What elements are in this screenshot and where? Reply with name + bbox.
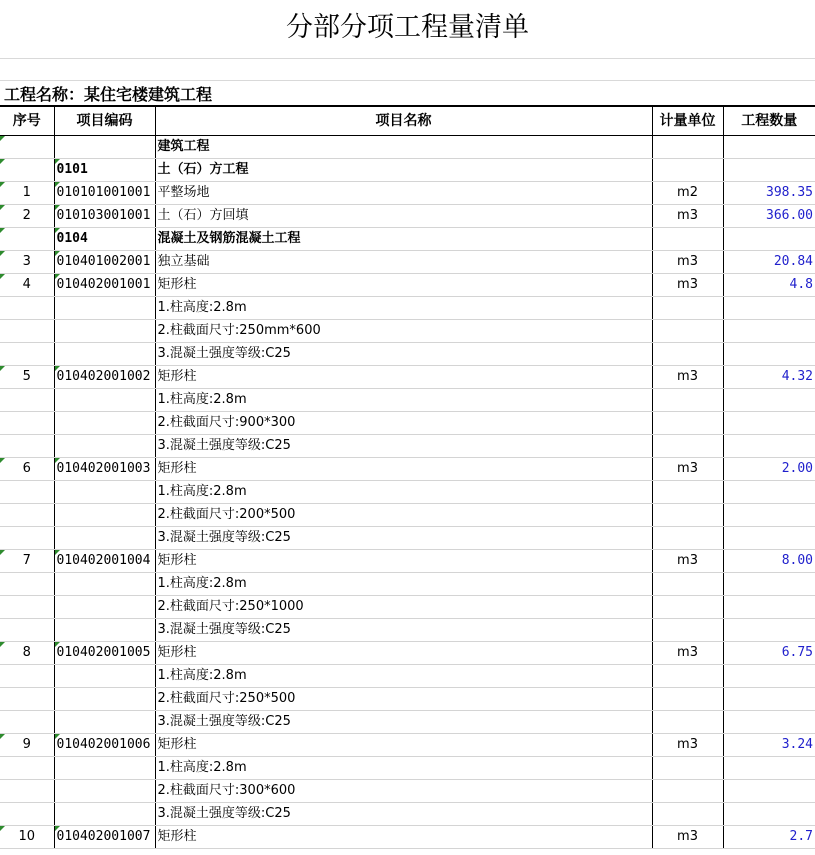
row-name-cell[interactable]: 2.柱截面尺寸:300*600 <box>155 780 652 803</box>
row-seq-cell[interactable] <box>0 780 54 803</box>
row-unit-cell[interactable] <box>652 412 723 435</box>
row-qty-cell[interactable]: 3.24 <box>723 734 815 757</box>
row-unit-cell[interactable] <box>652 573 723 596</box>
row-unit-cell[interactable] <box>652 504 723 527</box>
row-unit-cell[interactable]: m2 <box>652 182 723 205</box>
row-code-cell[interactable] <box>54 596 155 619</box>
row-unit-cell[interactable] <box>652 780 723 803</box>
row-name-cell[interactable]: 2.柱截面尺寸:250*500 <box>155 688 652 711</box>
table-row <box>0 366 815 389</box>
project-name: 工程名称：某住宅楼建筑工程 <box>4 85 213 104</box>
row-qty-cell[interactable]: 8.00 <box>723 550 815 573</box>
row-seq-cell[interactable] <box>0 757 54 780</box>
row-name-cell[interactable]: 1.柱高度:2.8m <box>155 757 652 780</box>
row-code-cell[interactable]: 010101001001 <box>54 182 155 205</box>
row-unit-cell[interactable] <box>652 297 723 320</box>
row-unit-cell[interactable] <box>652 481 723 504</box>
row-name-cell[interactable]: 3.混凝土强度等级:C25 <box>155 803 652 826</box>
row-qty-cell[interactable]: 6.75 <box>723 642 815 665</box>
row-unit-cell[interactable]: m3 <box>652 826 723 849</box>
row-unit-cell[interactable]: m3 <box>652 251 723 274</box>
row-name-cell[interactable]: 3.混凝土强度等级:C25 <box>155 619 652 642</box>
row-seq-cell[interactable]: 10 <box>0 826 54 849</box>
row-code-cell[interactable] <box>54 573 155 596</box>
row-seq-cell[interactable] <box>0 481 54 504</box>
row-name-cell[interactable]: 建筑工程 <box>155 136 652 159</box>
header-unit[interactable]: 计量单位 <box>652 106 723 136</box>
row-name-cell[interactable]: 土（石）方回填 <box>155 205 652 228</box>
row-code-cell[interactable] <box>54 343 155 366</box>
description-row <box>0 780 815 803</box>
row-qty-cell[interactable]: 366.00 <box>723 205 815 228</box>
row-seq-cell[interactable]: 8 <box>0 642 54 665</box>
row-seq-cell[interactable] <box>0 136 54 159</box>
row-seq-cell[interactable] <box>0 297 54 320</box>
row-seq-cell[interactable] <box>0 320 54 343</box>
row-code-cell[interactable] <box>54 527 155 550</box>
description-row <box>0 757 815 780</box>
row-name-cell[interactable]: 平整场地 <box>155 182 652 205</box>
row-seq-cell[interactable]: 6 <box>0 458 54 481</box>
description-row <box>0 389 815 412</box>
section-row <box>0 228 815 251</box>
row-code-cell[interactable] <box>54 136 155 159</box>
row-qty-cell[interactable]: 4.32 <box>723 366 815 389</box>
row-seq-cell[interactable]: 3 <box>0 251 54 274</box>
row-name-cell[interactable]: 混凝土及钢筋混凝土工程 <box>155 228 652 251</box>
row-name-cell[interactable]: 1.柱高度:2.8m <box>155 389 652 412</box>
row-qty-cell[interactable] <box>723 389 815 412</box>
row-qty-cell[interactable] <box>723 803 815 826</box>
description-row <box>0 688 815 711</box>
row-code-cell[interactable]: 010402001004 <box>54 550 155 573</box>
row-seq-cell[interactable] <box>0 228 54 251</box>
description-row <box>0 665 815 688</box>
row-qty-cell[interactable] <box>723 435 815 458</box>
row-unit-cell[interactable] <box>652 803 723 826</box>
row-code-cell[interactable]: 010401002001 <box>54 251 155 274</box>
row-unit-cell[interactable] <box>652 688 723 711</box>
description-row <box>0 619 815 642</box>
row-code-cell[interactable] <box>54 481 155 504</box>
row-name-cell[interactable]: 矩形柱 <box>155 734 652 757</box>
bill-of-quantities-table <box>0 105 815 849</box>
row-seq-cell[interactable] <box>0 504 54 527</box>
row-qty-cell[interactable] <box>723 711 815 734</box>
row-name-cell[interactable]: 3.混凝土强度等级:C25 <box>155 343 652 366</box>
row-unit-cell[interactable]: m3 <box>652 458 723 481</box>
row-seq-cell[interactable] <box>0 389 54 412</box>
row-seq-cell[interactable]: 9 <box>0 734 54 757</box>
row-code-cell[interactable]: 0101 <box>54 159 155 182</box>
row-seq-cell[interactable]: 5 <box>0 366 54 389</box>
row-unit-cell[interactable] <box>652 435 723 458</box>
row-code-cell[interactable] <box>54 757 155 780</box>
row-unit-cell[interactable] <box>652 596 723 619</box>
row-qty-cell[interactable]: 4.8 <box>723 274 815 297</box>
row-code-cell[interactable] <box>54 297 155 320</box>
row-seq-cell[interactable] <box>0 665 54 688</box>
row-seq-cell[interactable]: 2 <box>0 205 54 228</box>
row-unit-cell[interactable] <box>652 389 723 412</box>
row-qty-cell[interactable] <box>723 596 815 619</box>
row-code-cell[interactable]: 010402001001 <box>54 274 155 297</box>
row-seq-cell[interactable] <box>0 619 54 642</box>
table-row <box>0 274 815 297</box>
row-name-cell[interactable]: 矩形柱 <box>155 550 652 573</box>
row-name-cell[interactable]: 3.混凝土强度等级:C25 <box>155 527 652 550</box>
table-row <box>0 550 815 573</box>
row-qty-cell[interactable] <box>723 343 815 366</box>
row-name-cell[interactable]: 矩形柱 <box>155 826 652 849</box>
row-qty-cell[interactable] <box>723 527 815 550</box>
row-name-cell[interactable]: 土（石）方工程 <box>155 159 652 182</box>
row-unit-cell[interactable]: m3 <box>652 274 723 297</box>
row-code-cell[interactable] <box>54 320 155 343</box>
row-unit-cell[interactable]: m3 <box>652 734 723 757</box>
row-code-cell[interactable] <box>54 412 155 435</box>
row-unit-cell[interactable]: m3 <box>652 366 723 389</box>
row-qty-cell[interactable] <box>723 780 815 803</box>
row-code-cell[interactable]: 010103001001 <box>54 205 155 228</box>
row-name-cell[interactable]: 2.柱截面尺寸:250*1000 <box>155 596 652 619</box>
row-qty-cell[interactable] <box>723 481 815 504</box>
table-row <box>0 458 815 481</box>
header-code[interactable]: 项目编码 <box>54 106 155 136</box>
row-name-cell[interactable]: 3.混凝土强度等级:C25 <box>155 711 652 734</box>
header-row <box>0 106 815 136</box>
row-qty-cell[interactable] <box>723 688 815 711</box>
row-name-cell[interactable]: 矩形柱 <box>155 274 652 297</box>
row-code-cell[interactable] <box>54 688 155 711</box>
row-name-cell[interactable]: 矩形柱 <box>155 366 652 389</box>
sheet-title: 分部分项工程量清单 <box>286 12 529 43</box>
row-unit-cell[interactable] <box>652 343 723 366</box>
row-qty-cell[interactable]: 2.7 <box>723 826 815 849</box>
row-code-cell[interactable] <box>54 619 155 642</box>
row-seq-cell[interactable] <box>0 803 54 826</box>
row-unit-cell[interactable] <box>652 228 723 251</box>
row-code-cell[interactable] <box>54 711 155 734</box>
row-unit-cell[interactable] <box>652 527 723 550</box>
grid-line <box>0 58 815 59</box>
description-row <box>0 573 815 596</box>
table-row <box>0 251 815 274</box>
table-row <box>0 734 815 757</box>
row-qty-cell[interactable] <box>723 136 815 159</box>
row-name-cell[interactable]: 独立基础 <box>155 251 652 274</box>
row-seq-cell[interactable] <box>0 412 54 435</box>
row-code-cell[interactable]: 010402001006 <box>54 734 155 757</box>
description-row <box>0 481 815 504</box>
row-code-cell[interactable]: 010402001007 <box>54 826 155 849</box>
row-seq-cell[interactable]: 1 <box>0 182 54 205</box>
row-code-cell[interactable]: 010402001002 <box>54 366 155 389</box>
row-code-cell[interactable] <box>54 803 155 826</box>
row-qty-cell[interactable]: 398.35 <box>723 182 815 205</box>
section-row <box>0 136 815 159</box>
description-row <box>0 297 815 320</box>
row-name-cell[interactable]: 1.柱高度:2.8m <box>155 573 652 596</box>
row-unit-cell[interactable] <box>652 757 723 780</box>
row-qty-cell[interactable] <box>723 504 815 527</box>
row-seq-cell[interactable] <box>0 435 54 458</box>
row-code-cell[interactable]: 010402001003 <box>54 458 155 481</box>
row-name-cell[interactable]: 1.柱高度:2.8m <box>155 297 652 320</box>
row-name-cell[interactable]: 1.柱高度:2.8m <box>155 481 652 504</box>
row-unit-cell[interactable]: m3 <box>652 550 723 573</box>
description-row <box>0 527 815 550</box>
row-name-cell[interactable]: 2.柱截面尺寸:900*300 <box>155 412 652 435</box>
row-seq-cell[interactable] <box>0 596 54 619</box>
section-row <box>0 159 815 182</box>
row-code-cell[interactable] <box>54 389 155 412</box>
row-code-cell[interactable] <box>54 504 155 527</box>
header-seq[interactable]: 序号 <box>0 106 54 136</box>
row-unit-cell[interactable] <box>652 320 723 343</box>
description-row <box>0 596 815 619</box>
description-row <box>0 504 815 527</box>
row-seq-cell[interactable]: 7 <box>0 550 54 573</box>
row-seq-cell[interactable] <box>0 688 54 711</box>
row-seq-cell[interactable] <box>0 343 54 366</box>
row-unit-cell[interactable]: m3 <box>652 642 723 665</box>
description-row <box>0 435 815 458</box>
row-qty-cell[interactable] <box>723 665 815 688</box>
row-seq-cell[interactable] <box>0 527 54 550</box>
row-qty-cell[interactable] <box>723 320 815 343</box>
grid-line <box>0 80 815 81</box>
row-unit-cell[interactable] <box>652 159 723 182</box>
row-unit-cell[interactable] <box>652 665 723 688</box>
row-seq-cell[interactable] <box>0 159 54 182</box>
description-row <box>0 343 815 366</box>
row-code-cell[interactable] <box>54 435 155 458</box>
row-code-cell[interactable]: 0104 <box>54 228 155 251</box>
row-seq-cell[interactable] <box>0 573 54 596</box>
row-code-cell[interactable] <box>54 780 155 803</box>
row-seq-cell[interactable]: 4 <box>0 274 54 297</box>
row-name-cell[interactable]: 2.柱截面尺寸:250mm*600 <box>155 320 652 343</box>
row-code-cell[interactable] <box>54 665 155 688</box>
row-name-cell[interactable]: 矩形柱 <box>155 458 652 481</box>
row-name-cell[interactable]: 1.柱高度:2.8m <box>155 665 652 688</box>
row-code-cell[interactable]: 010402001005 <box>54 642 155 665</box>
table-row <box>0 182 815 205</box>
description-row <box>0 320 815 343</box>
row-unit-cell[interactable]: m3 <box>652 205 723 228</box>
row-qty-cell[interactable] <box>723 619 815 642</box>
row-qty-cell[interactable] <box>723 228 815 251</box>
table-row <box>0 642 815 665</box>
row-qty-cell[interactable]: 20.84 <box>723 251 815 274</box>
row-unit-cell[interactable] <box>652 711 723 734</box>
row-qty-cell[interactable]: 2.00 <box>723 458 815 481</box>
row-name-cell[interactable]: 矩形柱 <box>155 642 652 665</box>
header-name[interactable]: 项目名称 <box>155 106 652 136</box>
row-unit-cell[interactable] <box>652 619 723 642</box>
description-row <box>0 412 815 435</box>
header-qty[interactable]: 工程数量 <box>723 106 815 136</box>
description-row <box>0 803 815 826</box>
row-qty-cell[interactable] <box>723 412 815 435</box>
table-row <box>0 826 815 849</box>
row-qty-cell[interactable] <box>723 757 815 780</box>
row-seq-cell[interactable] <box>0 711 54 734</box>
row-qty-cell[interactable] <box>723 573 815 596</box>
row-name-cell[interactable]: 3.混凝土强度等级:C25 <box>155 435 652 458</box>
row-qty-cell[interactable] <box>723 297 815 320</box>
table-row <box>0 205 815 228</box>
description-row <box>0 711 815 734</box>
row-name-cell[interactable]: 2.柱截面尺寸:200*500 <box>155 504 652 527</box>
row-qty-cell[interactable] <box>723 159 815 182</box>
row-unit-cell[interactable] <box>652 136 723 159</box>
